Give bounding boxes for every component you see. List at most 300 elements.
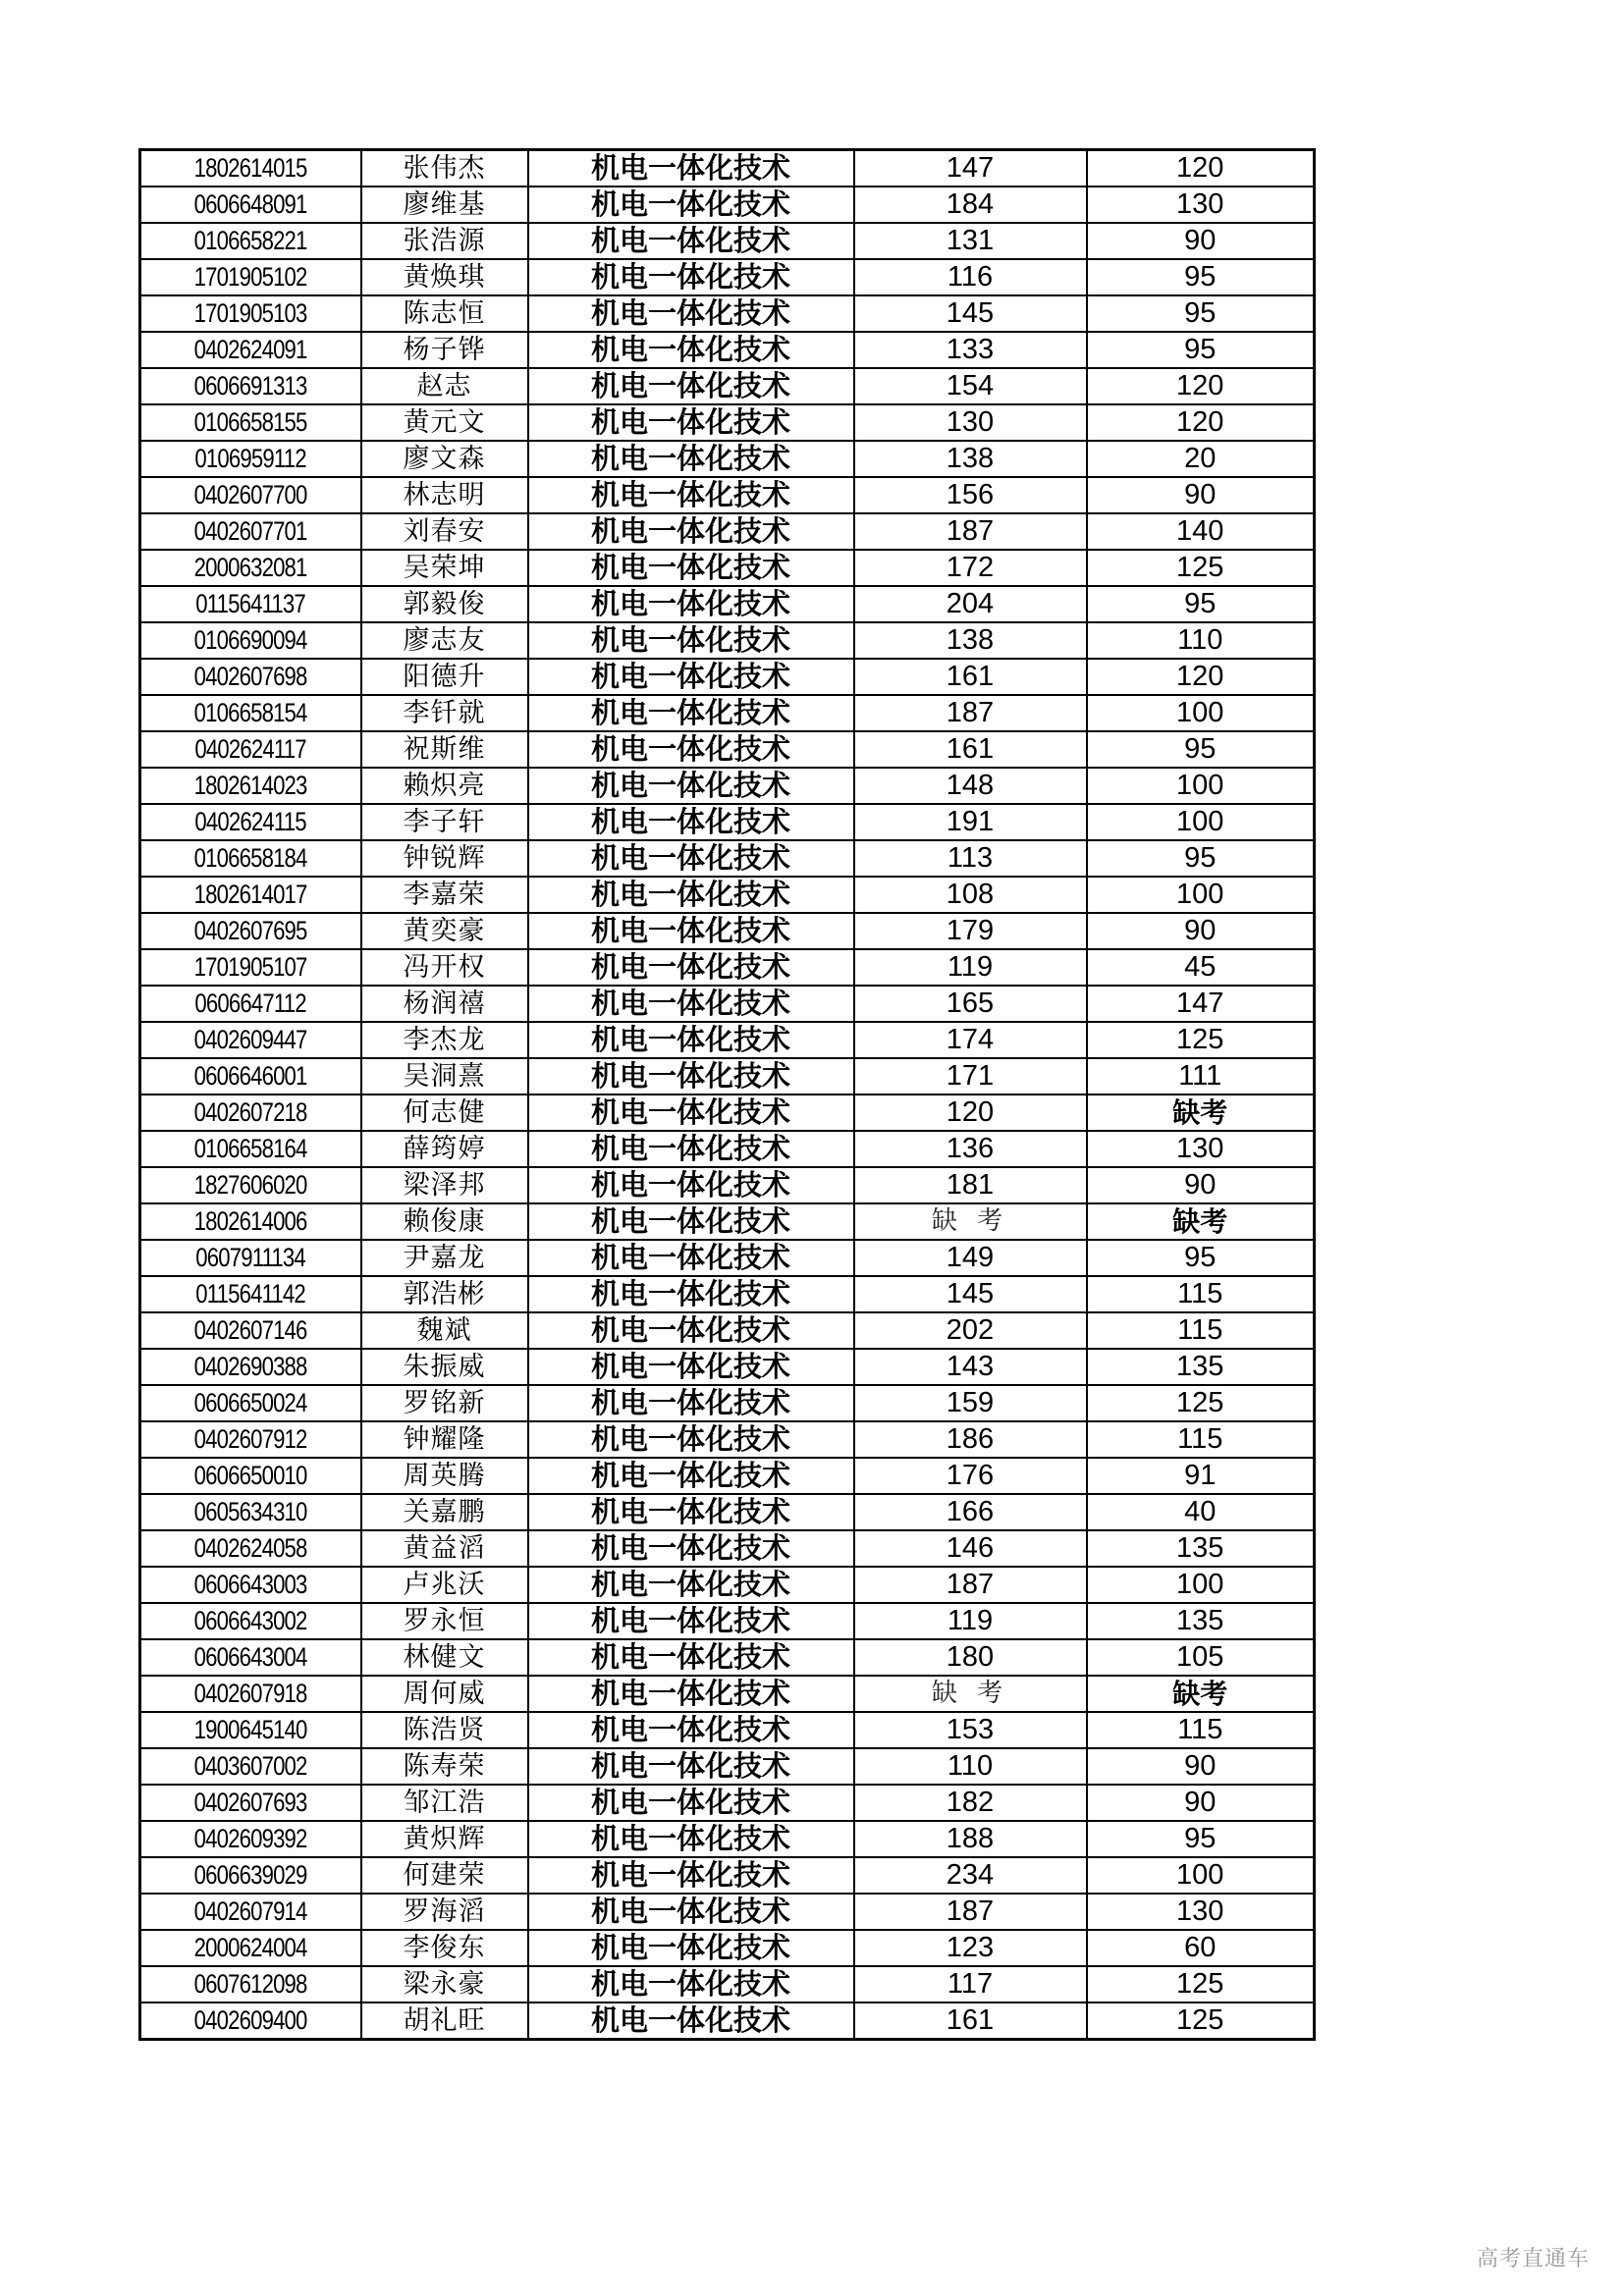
score-1-cell: 159: [854, 1385, 1087, 1421]
student-name-cell: 杨润禧: [361, 986, 528, 1022]
table-row: [140, 1712, 1315, 1748]
score-1-cell: 108: [854, 877, 1087, 913]
candidate-id-text: 0402609392: [193, 1824, 307, 1853]
score-1-cell: 113: [854, 840, 1087, 877]
score-2-cell: 91: [1087, 1458, 1315, 1494]
table-row: [140, 622, 1315, 659]
score-2-cell: 135: [1087, 1349, 1315, 1385]
major-cell: 机电一体化技术: [528, 913, 854, 949]
student-name-cell: 陈寿荣: [361, 1748, 528, 1785]
major-cell: 机电一体化技术: [528, 1603, 854, 1639]
candidate-id-text: 1802614006: [193, 1206, 307, 1236]
candidate-id-cell: [140, 441, 361, 477]
score-1-cell: 187: [854, 1567, 1087, 1603]
candidate-id-text: 0106959112: [194, 444, 306, 473]
major-cell: 机电一体化技术: [528, 1312, 854, 1349]
major-cell: 机电一体化技术: [528, 513, 854, 550]
score-2-cell: 100: [1087, 768, 1315, 804]
student-name-cell: 林志明: [361, 477, 528, 513]
candidate-id-text: 0402624117: [194, 734, 306, 764]
student-name-cell: 魏斌: [361, 1312, 528, 1349]
table-row: [140, 404, 1315, 441]
table-row: [140, 1421, 1315, 1458]
table-row: [140, 731, 1315, 768]
candidate-id-text: 1827606020: [193, 1170, 307, 1200]
candidate-id-text: 0402607146: [193, 1315, 307, 1345]
score-1-cell: 161: [854, 2002, 1087, 2040]
score-1-cell: 147: [854, 150, 1087, 187]
score-2-cell: 90: [1087, 913, 1315, 949]
major-cell: 机电一体化技术: [528, 1240, 854, 1276]
student-name-cell: 廖志友: [361, 622, 528, 659]
score-1-cell: 136: [854, 1131, 1087, 1167]
candidate-id-cell: [140, 1131, 361, 1167]
student-name-cell: 梁泽邦: [361, 1167, 528, 1203]
score-1-cell: 148: [854, 768, 1087, 804]
major-cell: 机电一体化技术: [528, 1894, 854, 1930]
major-cell: 机电一体化技术: [528, 1022, 854, 1058]
table-row: [140, 1131, 1315, 1167]
candidate-id-cell: [140, 1785, 361, 1821]
table-row: [140, 1458, 1315, 1494]
candidate-id-cell: [140, 622, 361, 659]
score-2-cell: 125: [1087, 1022, 1315, 1058]
candidate-id-text: 0402607693: [193, 1788, 307, 1817]
candidate-id-cell: [140, 1930, 361, 1966]
table-row: [140, 1095, 1315, 1131]
candidate-id-text: 0402609447: [193, 1025, 307, 1054]
candidate-id-text: 0402609400: [193, 2005, 307, 2035]
candidate-id-text: 0402624115: [194, 807, 306, 836]
candidate-id-cell: [140, 513, 361, 550]
score-2-cell: 135: [1087, 1530, 1315, 1567]
major-cell: 机电一体化技术: [528, 259, 854, 295]
candidate-id-text: 0606643003: [193, 1570, 307, 1599]
candidate-id-cell: [140, 332, 361, 368]
score-2-cell: 100: [1087, 804, 1315, 840]
candidate-id-text: 0402607218: [193, 1097, 307, 1127]
score-1-cell: 116: [854, 259, 1087, 295]
table-row: [140, 1312, 1315, 1349]
candidate-id-text: 1701905102: [193, 262, 307, 292]
table-row: [140, 550, 1315, 586]
table-row: [140, 1276, 1315, 1312]
score-1-cell: 202: [854, 1312, 1087, 1349]
student-name-cell: 赖俊康: [361, 1203, 528, 1240]
score-1-cell: 166: [854, 1494, 1087, 1530]
score-2-cell: 120: [1087, 659, 1315, 695]
score-1-cell: 187: [854, 513, 1087, 550]
score-1-cell: 119: [854, 1603, 1087, 1639]
major-cell: 机电一体化技术: [528, 1712, 854, 1748]
major-cell: 机电一体化技术: [528, 768, 854, 804]
candidate-id-cell: [140, 477, 361, 513]
major-cell: 机电一体化技术: [528, 1276, 854, 1312]
score-2-cell: 90: [1087, 1167, 1315, 1203]
major-cell: 机电一体化技术: [528, 622, 854, 659]
major-cell: 机电一体化技术: [528, 332, 854, 368]
major-cell: 机电一体化技术: [528, 1095, 854, 1131]
score-1-cell: 131: [854, 223, 1087, 259]
student-name-cell: 黄炽辉: [361, 1821, 528, 1857]
score-1-cell: 161: [854, 731, 1087, 768]
student-name-cell: 陈浩贤: [361, 1712, 528, 1748]
candidate-id-text: 0606650024: [193, 1388, 307, 1417]
score-2-cell: 110: [1087, 622, 1315, 659]
score-2-cell: 140: [1087, 513, 1315, 550]
candidate-id-cell: [140, 187, 361, 223]
candidate-id-cell: [140, 1058, 361, 1095]
score-2-cell: 100: [1087, 1567, 1315, 1603]
score-2-cell: 20: [1087, 441, 1315, 477]
student-name-cell: 周何威: [361, 1676, 528, 1712]
score-2-cell: 缺考: [1087, 1095, 1315, 1131]
score-1-cell: 176: [854, 1458, 1087, 1494]
table-row: [140, 513, 1315, 550]
major-cell: 机电一体化技术: [528, 1458, 854, 1494]
student-name-cell: 李嘉荣: [361, 877, 528, 913]
major-cell: 机电一体化技术: [528, 1966, 854, 2002]
candidate-id-cell: [140, 1857, 361, 1894]
candidate-id-text: 2000624004: [193, 1933, 307, 1962]
student-name-cell: 梁永豪: [361, 1966, 528, 2002]
score-1-cell: 153: [854, 1712, 1087, 1748]
major-cell: 机电一体化技术: [528, 1494, 854, 1530]
student-name-cell: 郭毅俊: [361, 586, 528, 622]
student-name-cell: 张浩源: [361, 223, 528, 259]
candidate-id-text: 0606691313: [193, 371, 307, 400]
major-cell: 机电一体化技术: [528, 1058, 854, 1095]
score-1-cell: 154: [854, 368, 1087, 404]
major-cell: 机电一体化技术: [528, 804, 854, 840]
candidate-id-cell: [140, 2002, 361, 2040]
table-row: [140, 1930, 1315, 1966]
score-2-cell: 90: [1087, 223, 1315, 259]
candidate-id-cell: [140, 695, 361, 731]
candidate-id-text: 0402607912: [193, 1424, 307, 1454]
score-2-cell: 100: [1087, 877, 1315, 913]
score-2-cell: 95: [1087, 259, 1315, 295]
candidate-id-text: 0402607695: [193, 916, 307, 945]
candidate-id-text: 1802614017: [193, 880, 307, 909]
score-2-cell: 95: [1087, 586, 1315, 622]
candidate-id-cell: [140, 1567, 361, 1603]
table-row: [140, 768, 1315, 804]
student-name-cell: 钟耀隆: [361, 1421, 528, 1458]
student-name-cell: 关嘉鹏: [361, 1494, 528, 1530]
candidate-id-text: 0606648091: [193, 189, 307, 219]
major-cell: 机电一体化技术: [528, 1930, 854, 1966]
score-2-cell: 100: [1087, 1857, 1315, 1894]
candidate-id-cell: [140, 659, 361, 695]
score-1-cell: 133: [854, 332, 1087, 368]
major-cell: 机电一体化技术: [528, 223, 854, 259]
table-row: [140, 1639, 1315, 1676]
table-row: [140, 368, 1315, 404]
candidate-id-text: 0402690388: [193, 1352, 307, 1381]
candidate-id-cell: [140, 1203, 361, 1240]
table-row: [140, 1494, 1315, 1530]
score-1-cell: 117: [854, 1966, 1087, 2002]
score-2-cell: 45: [1087, 949, 1315, 986]
candidate-id-text: 1900645140: [193, 1715, 307, 1744]
score-2-cell: 120: [1087, 150, 1315, 187]
candidate-id-cell: [140, 368, 361, 404]
table-row: [140, 1240, 1315, 1276]
major-cell: 机电一体化技术: [528, 441, 854, 477]
student-name-cell: 朱振威: [361, 1349, 528, 1385]
score-2-cell: 95: [1087, 840, 1315, 877]
candidate-id-text: 0607612098: [193, 1969, 307, 1999]
candidate-id-text: 0115641142: [195, 1279, 306, 1308]
score-2-cell: 135: [1087, 1603, 1315, 1639]
student-name-cell: 黄益滔: [361, 1530, 528, 1567]
score-2-cell: 缺考: [1087, 1676, 1315, 1712]
candidate-id-text: 0106658164: [193, 1134, 307, 1163]
table-row: [140, 986, 1315, 1022]
score-1-cell: 204: [854, 586, 1087, 622]
student-name-cell: 罗海滔: [361, 1894, 528, 1930]
score-1-cell: 187: [854, 695, 1087, 731]
score-1-cell: 130: [854, 404, 1087, 441]
candidate-id-text: 1802614023: [193, 771, 307, 800]
table-row: [140, 1567, 1315, 1603]
student-name-cell: 罗永恒: [361, 1603, 528, 1639]
candidate-id-cell: [140, 1276, 361, 1312]
table-row: [140, 1821, 1315, 1857]
table-row: [140, 1966, 1315, 2002]
major-cell: 机电一体化技术: [528, 1857, 854, 1894]
score-2-cell: 115: [1087, 1712, 1315, 1748]
student-name-cell: 陈志恒: [361, 295, 528, 332]
major-cell: 机电一体化技术: [528, 1131, 854, 1167]
score-2-cell: 105: [1087, 1639, 1315, 1676]
table-row: [140, 150, 1315, 187]
candidate-id-text: 0607911134: [195, 1243, 306, 1272]
candidate-id-text: 0606646001: [193, 1061, 307, 1091]
candidate-id-cell: [140, 1821, 361, 1857]
score-1-cell: 187: [854, 1894, 1087, 1930]
score-2-cell: 缺考: [1087, 1203, 1315, 1240]
table-row: [140, 1058, 1315, 1095]
score-1-cell: 145: [854, 295, 1087, 332]
candidate-id-cell: [140, 840, 361, 877]
candidate-id-cell: [140, 1095, 361, 1131]
major-cell: 机电一体化技术: [528, 586, 854, 622]
student-name-cell: 张伟杰: [361, 150, 528, 187]
watermark: 高考直通车: [1477, 2247, 1591, 2271]
candidate-id-text: 2000632081: [193, 553, 307, 582]
candidate-id-cell: [140, 1894, 361, 1930]
major-cell: 机电一体化技术: [528, 404, 854, 441]
table-row: [140, 1530, 1315, 1567]
student-name-cell: 廖维基: [361, 187, 528, 223]
candidate-id-text: 0606639029: [193, 1860, 307, 1890]
major-cell: 机电一体化技术: [528, 1203, 854, 1240]
candidate-id-cell: [140, 1530, 361, 1567]
table-row: [140, 187, 1315, 223]
student-name-cell: 赵志: [361, 368, 528, 404]
score-2-cell: 95: [1087, 1821, 1315, 1857]
score-1-cell: 174: [854, 1022, 1087, 1058]
table-row: [140, 1785, 1315, 1821]
student-name-cell: 冯开权: [361, 949, 528, 986]
score-1-cell: 181: [854, 1167, 1087, 1203]
score-1-cell: 缺 考: [854, 1676, 1087, 1712]
candidate-id-text: 0402624058: [193, 1533, 307, 1563]
table-row: [140, 804, 1315, 840]
candidate-id-text: 0115641137: [195, 589, 306, 618]
score-2-cell: 147: [1087, 986, 1315, 1022]
table-row: [140, 295, 1315, 332]
major-cell: 机电一体化技术: [528, 1639, 854, 1676]
major-cell: 机电一体化技术: [528, 477, 854, 513]
student-name-cell: 黄奕豪: [361, 913, 528, 949]
candidate-id-cell: [140, 1022, 361, 1058]
candidate-id-cell: [140, 877, 361, 913]
candidate-id-cell: [140, 768, 361, 804]
table-row: [140, 913, 1315, 949]
table-row: [140, 441, 1315, 477]
candidate-id-cell: [140, 1748, 361, 1785]
candidate-id-text: 1701905103: [193, 298, 307, 328]
major-cell: 机电一体化技术: [528, 150, 854, 187]
candidate-id-text: 0106658155: [193, 407, 307, 437]
score-1-cell: 172: [854, 550, 1087, 586]
student-name-cell: 杨子铧: [361, 332, 528, 368]
score-2-cell: 125: [1087, 2002, 1315, 2040]
candidate-id-cell: [140, 223, 361, 259]
student-name-cell: 黄元文: [361, 404, 528, 441]
score-1-cell: 120: [854, 1095, 1087, 1131]
student-name-cell: 李俊东: [361, 1930, 528, 1966]
table-row: [140, 477, 1315, 513]
candidate-id-cell: [140, 1421, 361, 1458]
score-2-cell: 120: [1087, 368, 1315, 404]
candidate-id-cell: [140, 1676, 361, 1712]
candidate-id-text: 0606650010: [193, 1461, 307, 1490]
candidate-id-text: 0402607918: [193, 1679, 307, 1708]
table-row: [140, 659, 1315, 695]
candidate-id-cell: [140, 1712, 361, 1748]
candidate-id-cell: [140, 1639, 361, 1676]
candidate-id-text: 1802614015: [193, 153, 307, 183]
student-name-cell: 薛筠婷: [361, 1131, 528, 1167]
table-row: [140, 695, 1315, 731]
score-1-cell: 191: [854, 804, 1087, 840]
student-name-cell: 罗铭新: [361, 1385, 528, 1421]
score-2-cell: 90: [1087, 1785, 1315, 1821]
table-row: [140, 1203, 1315, 1240]
table-row: [140, 259, 1315, 295]
score-2-cell: 90: [1087, 1748, 1315, 1785]
candidate-id-cell: [140, 1494, 361, 1530]
candidate-id-cell: [140, 1603, 361, 1639]
score-1-cell: 182: [854, 1785, 1087, 1821]
student-name-cell: 黄焕琪: [361, 259, 528, 295]
candidate-id-text: 1701905107: [193, 952, 307, 982]
major-cell: 机电一体化技术: [528, 1785, 854, 1821]
table-row: [140, 1022, 1315, 1058]
score-2-cell: 130: [1087, 187, 1315, 223]
candidate-id-cell: [140, 586, 361, 622]
score-2-cell: 125: [1087, 1385, 1315, 1421]
candidate-id-cell: [140, 1312, 361, 1349]
candidate-id-text: 0402607914: [193, 1896, 307, 1926]
student-name-cell: 吴洞熹: [361, 1058, 528, 1095]
major-cell: 机电一体化技术: [528, 1167, 854, 1203]
score-1-cell: 234: [854, 1857, 1087, 1894]
candidate-id-text: 0106658221: [193, 226, 307, 255]
major-cell: 机电一体化技术: [528, 659, 854, 695]
major-cell: 机电一体化技术: [528, 295, 854, 332]
candidate-id-cell: [140, 1167, 361, 1203]
score-2-cell: 111: [1087, 1058, 1315, 1095]
score-2-cell: 95: [1087, 295, 1315, 332]
candidate-id-text: 0106658154: [193, 698, 307, 727]
score-1-cell: 149: [854, 1240, 1087, 1276]
score-1-cell: 180: [854, 1639, 1087, 1676]
table-row: [140, 586, 1315, 622]
candidate-id-text: 0403607002: [193, 1751, 307, 1781]
score-1-cell: 188: [854, 1821, 1087, 1857]
student-name-cell: 李钎就: [361, 695, 528, 731]
major-cell: 机电一体化技术: [528, 368, 854, 404]
candidate-id-cell: [140, 295, 361, 332]
candidate-id-text: 0402607700: [193, 480, 307, 509]
student-name-cell: 阳德升: [361, 659, 528, 695]
table-row: [140, 1676, 1315, 1712]
candidate-id-cell: [140, 1349, 361, 1385]
student-name-cell: 吴荣坤: [361, 550, 528, 586]
candidate-id-cell: [140, 1385, 361, 1421]
table-row: [140, 1167, 1315, 1203]
student-name-cell: 李子轩: [361, 804, 528, 840]
table-row: [140, 1385, 1315, 1421]
candidate-id-cell: [140, 804, 361, 840]
student-name-cell: 赖炽亮: [361, 768, 528, 804]
score-1-cell: 171: [854, 1058, 1087, 1095]
candidate-id-cell: [140, 404, 361, 441]
student-name-cell: 李杰龙: [361, 1022, 528, 1058]
student-name-cell: 郭浩彬: [361, 1276, 528, 1312]
table-row: [140, 949, 1315, 986]
candidate-id-text: 0402607698: [193, 662, 307, 691]
table-row: [140, 1748, 1315, 1785]
score-1-cell: 缺 考: [854, 1203, 1087, 1240]
candidate-id-text: 0402607701: [193, 516, 307, 546]
student-name-cell: 何志健: [361, 1095, 528, 1131]
major-cell: 机电一体化技术: [528, 1530, 854, 1567]
score-1-cell: 146: [854, 1530, 1087, 1567]
score-1-cell: 156: [854, 477, 1087, 513]
major-cell: 机电一体化技术: [528, 1567, 854, 1603]
major-cell: 机电一体化技术: [528, 1349, 854, 1385]
student-name-cell: 尹嘉龙: [361, 1240, 528, 1276]
score-2-cell: 95: [1087, 1240, 1315, 1276]
major-cell: 机电一体化技术: [528, 731, 854, 768]
major-cell: 机电一体化技术: [528, 949, 854, 986]
score-2-cell: 125: [1087, 550, 1315, 586]
score-2-cell: 100: [1087, 695, 1315, 731]
candidate-id-cell: [140, 949, 361, 986]
student-name-cell: 何建荣: [361, 1857, 528, 1894]
score-2-cell: 125: [1087, 1966, 1315, 2002]
candidate-id-cell: [140, 150, 361, 187]
student-name-cell: 周英腾: [361, 1458, 528, 1494]
student-name-cell: 林健文: [361, 1639, 528, 1676]
score-2-cell: 60: [1087, 1930, 1315, 1966]
